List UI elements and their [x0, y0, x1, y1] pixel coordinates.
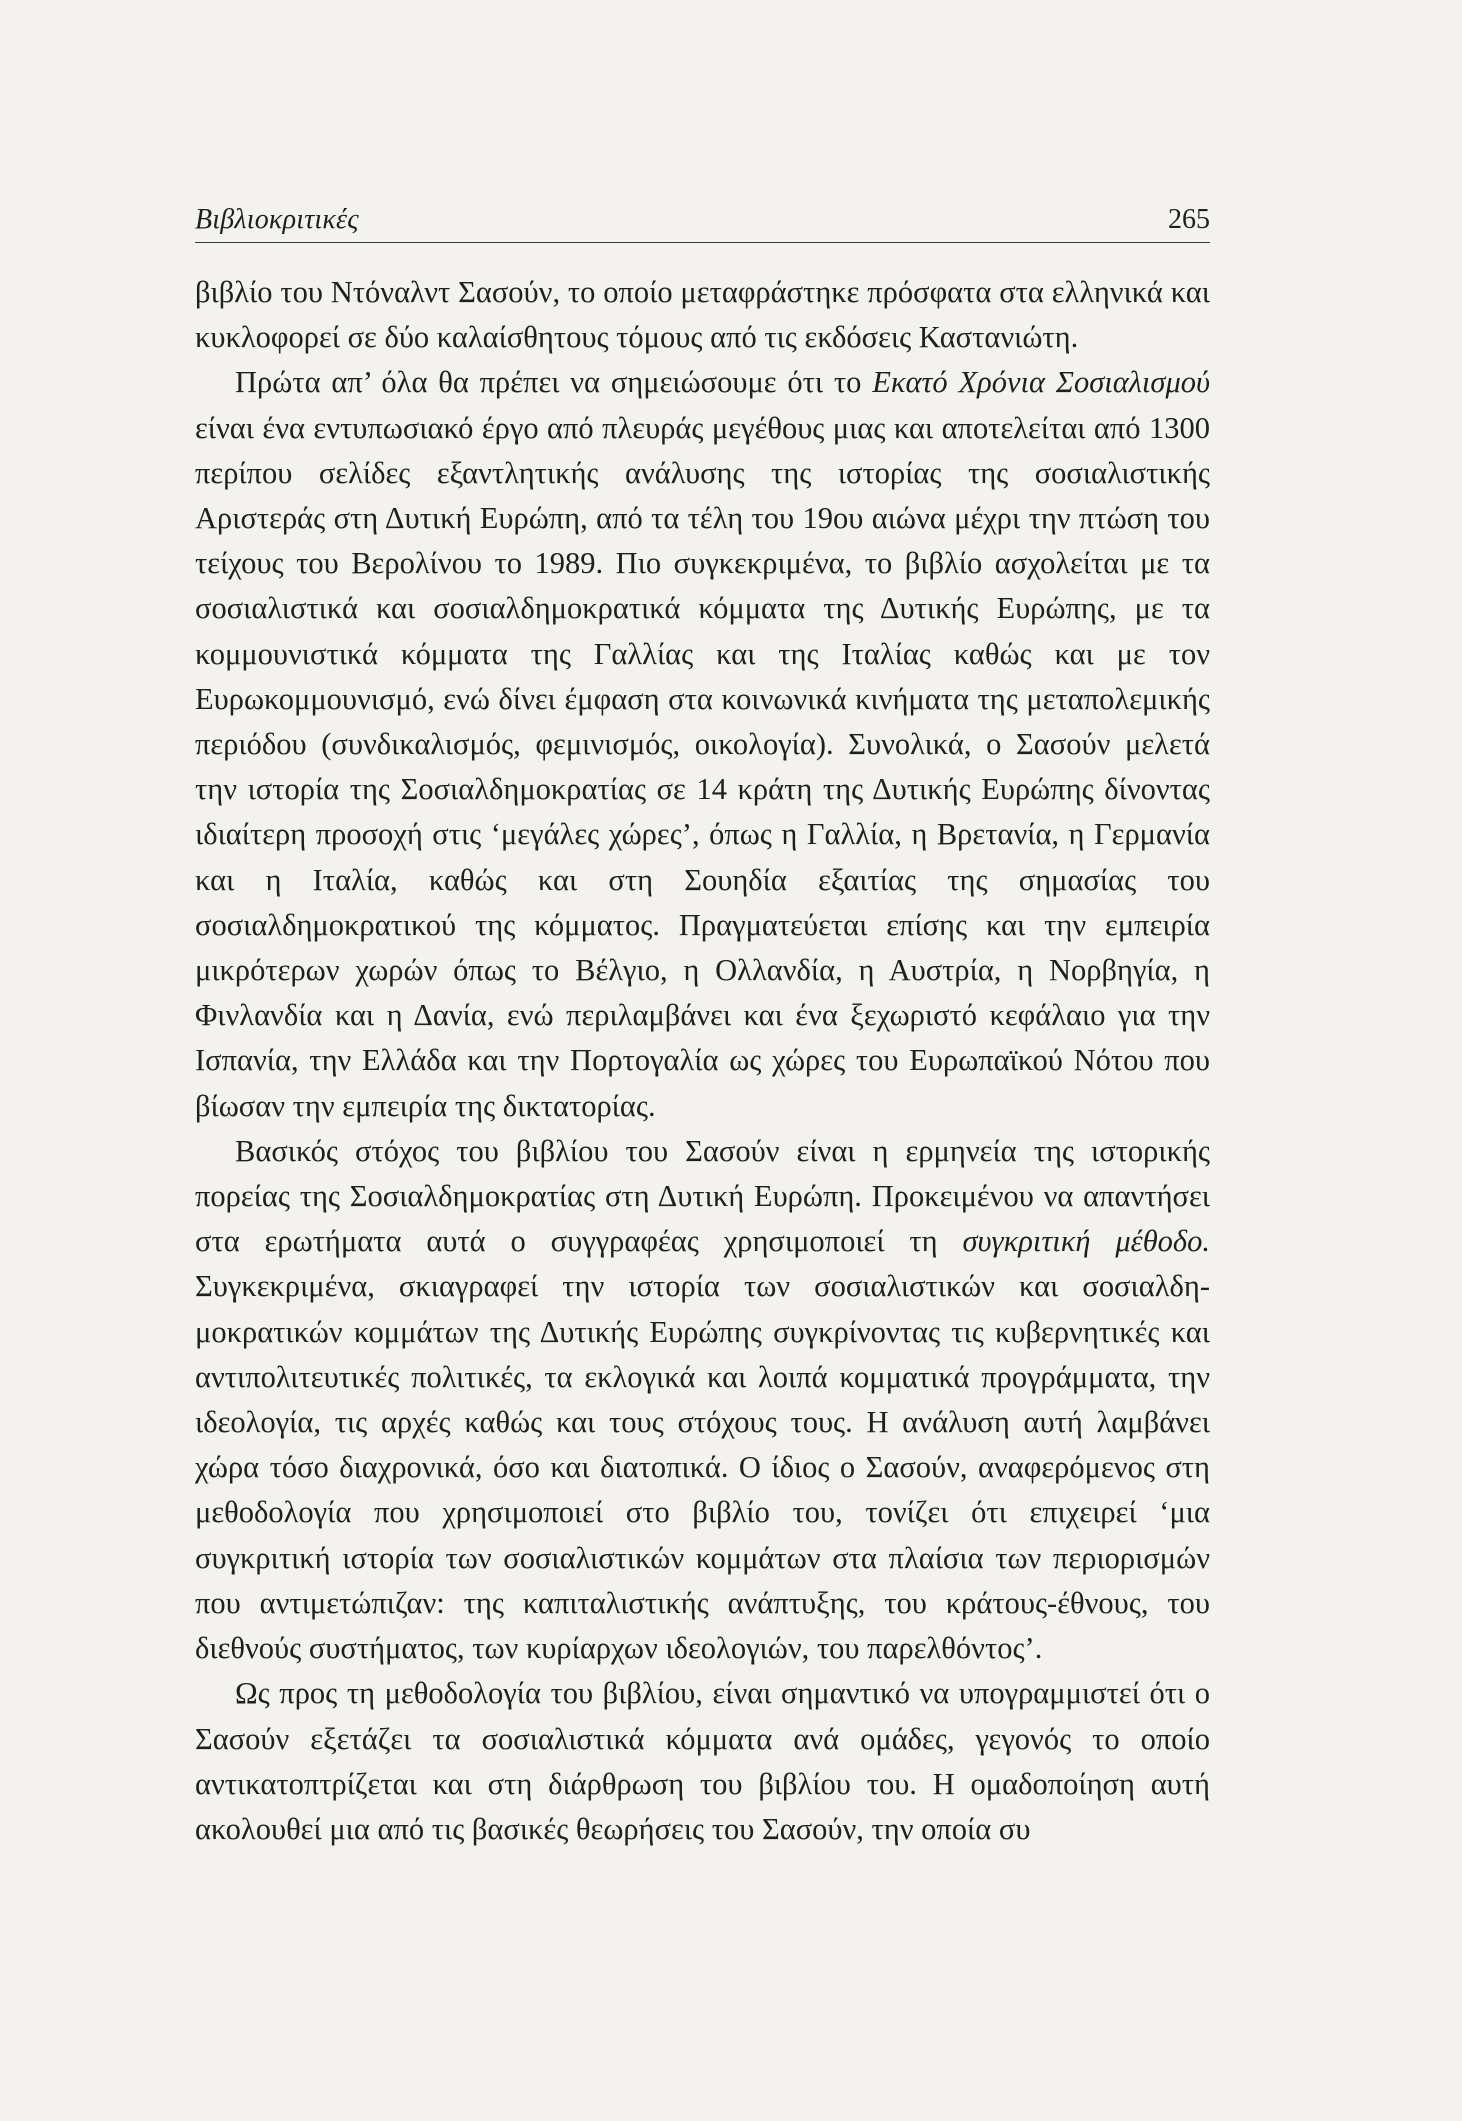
text-run: Βασικός στόχος του βιβλίου του Σασούν είναι η ερμηνεία της ιστορικής πορείας της Σοσιαλδημοκρατίας στη Δυτική Ευρώπη. Προκειμένου να απαντήσει στα ερωτήματα αυτά ο συγγραφέας χρησιμοποιεί τη [195, 1133, 1210, 1259]
body-text [195, 270, 1210, 1852]
emphasis-term: συγκριτική μέθοδο. [962, 1224, 1210, 1259]
running-header [195, 200, 1210, 243]
text-run: Ως προς τη μεθοδολογία του βιβλίου, είναι σημαντικό να υπογραμμιστεί ότι ο Σασούν εξετάζει τα σοσιαλιστικά κόμματα ανά ομάδες, γεγονός το οποίο αντικατοπτρίζεται και στη διάρθρωση του βιβλίου του. Η ομαδοποίηση αυτή ακολουθεί μια από τις βασικές θεωρήσεις του Σασούν, την οποία συ [195, 1676, 1210, 1846]
paragraph [195, 1671, 1210, 1852]
text-run: βιβλίο του Ντόναλντ Σασούν, το οποίο μεταφράστηκε πρόσφατα στα ελληνικά και κυκλοφορεί σε δύο καλαίσθητους τόμους από τις εκδόσεις Καστανιώτη. [195, 275, 1210, 355]
book-title: Εκατό Χρόνια Σοσιαλισμού [872, 365, 1210, 400]
text-run: είναι ένα εντυπωσιακό έργο από πλευράς μεγέθους μιας και αποτελείται από 1300 περίπου σελίδες εξαντλητικής ανάλυσης της ιστορίας της σοσιαλιστικής Αριστεράς στη Δυτική Ευρώπη, από τα τέλη του 19ου αιώνα μέχρι την πτώση του τείχους του Βερολίνου το 1989. Πιο συγκεκριμένα, το βιβλίο ασχολείται με τα σοσιαλιστικά και σοσιαλδημοκρατικά κόμματα της Δυτικής Ευρώπης, με τα κομμουνιστικά κόμματα της Γαλλίας και της Ιταλίας καθώς και με τον Ευρωκομμουνισμό, ενώ δίνει έμφαση στα κοινωνικά κινήματα της μεταπολεμικής περιόδου (συνδικαλισμός, φεμινισμός, οικολογία). Συνολικά, ο Σασούν μελετά την ιστορία της Σοσιαλδημοκρατίας σε 14 κράτη της Δυτικής Ευρώπης δίνοντας ιδιαίτερη προσοχή στις ‘μεγάλες χώρες’, όπως η Γαλλία, η Βρετανία, η Γερμανία και η Ιταλία, καθώς και στη Σουηδία εξαιτίας της σημασίας του σοσιαλδημοκρατικού της κόμματος. Πραγματεύεται επίσης και την εμπειρία μικρότερων χωρών όπως το Βέλγιο, η Ολλανδία, η Αυστρία, η Νορβηγία, η Φινλανδία και η Δανία, ενώ περιλαμβάνει και ένα ξεχωριστό κεφάλαιο για την Ισπανία, την Ελλάδα και την Πορτογαλία ως χώρες του Ευρωπαϊκού Νότου που βίωσαν την εμπειρία της δικτατορίας. [195, 410, 1210, 1123]
paragraph [195, 270, 1210, 360]
section-title: Βιβλιοκριτικές [195, 204, 359, 235]
text-run: Συγκεκριμένα, σκιαγραφεί την ιστορία των σοσιαλιστικών και σοσιαλδημοκρατικών κομμάτων της Δυτικής Ευρώπης συγκρίνοντας τις κυβερνητικές και αντιπολιτευτικές πολιτικές, τα εκλογικά και λοιπά κομματικά προγράμματα, την ιδεολογία, τις αρχές καθώς και τους στόχους τους. Η ανάλυση αυτή λαμβάνει χώρα τόσο διαχρονικά, όσο και διατοπικά. Ο ίδιος ο Σασούν, αναφερόμενος στη μεθοδολογία που χρησιμοποιεί στο βιβλίο του, τονίζει ότι επιχειρεί ‘μια συγκριτική ιστορία των σοσιαλιστικών κομμάτων στα πλαίσια των περιορισμών που αντιμετώπιζαν: της καπιταλιστικής ανάπτυξης, του κράτους-έθνους, του διεθνούς συστήματος, των κυρίαρχων ιδεολογιών, του παρελθόντος’. [195, 1269, 1210, 1666]
page-number: 265 [1168, 204, 1210, 235]
text-run: Πρώτα απ’ όλα θα πρέπει να σημειώσουμε ότι το [235, 365, 873, 400]
paragraph [195, 1129, 1210, 1671]
paragraph [195, 360, 1210, 1128]
